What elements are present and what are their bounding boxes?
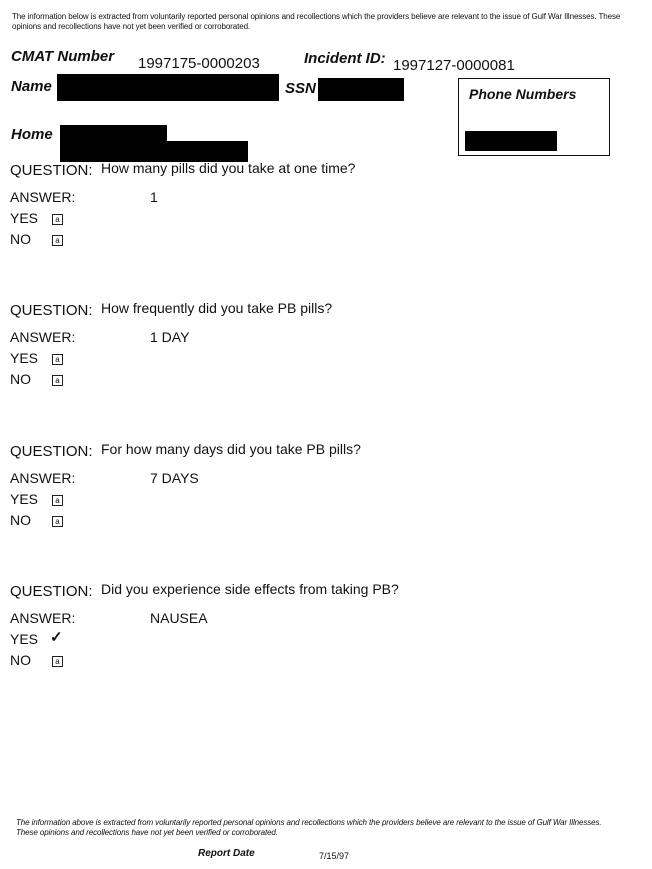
yes-label: YES (10, 350, 39, 366)
incident-id-label: Incident ID: (304, 50, 386, 67)
top-disclaimer: The information below is extracted from voluntarily reported personal opinions and recollections which the providers believe are relevant to the issue of Gulf War Illnesses. These opinions and recollections have not yet been verified or corroborated. (12, 12, 621, 31)
no-label: NO (10, 512, 31, 528)
question-text: How many pills did you take at one time? (101, 160, 356, 176)
name-redaction (57, 74, 279, 101)
name-label: Name (11, 78, 52, 95)
report-date-label: Report Date (198, 848, 255, 859)
answer-label: ANSWER: (10, 189, 76, 205)
ssn-label: SSN (285, 80, 316, 97)
cmat-number-label: CMAT Number (11, 48, 115, 65)
answer-value: 7 DAYS (150, 470, 199, 486)
phone-numbers-label: Phone Numbers (469, 86, 577, 102)
incident-id-value: 1997127-0000081 (393, 57, 515, 74)
no-checkbox[interactable]: a (52, 656, 63, 667)
answer-value: NAUSEA (150, 610, 208, 626)
yes-label: YES (10, 210, 39, 226)
yes-checkbox[interactable]: a (52, 354, 63, 365)
answer-label: ANSWER: (10, 610, 76, 626)
bottom-disclaimer: The information above is extracted from voluntarily reported personal opinions and recollections which the providers believe are relevant to the issue of Gulf War Illnesses. These opinions and recollections have not yet been verified or corroborated. (16, 818, 602, 837)
question-text: For how many days did you take PB pills? (101, 441, 361, 457)
home-label: Home (11, 126, 53, 143)
no-label: NO (10, 231, 31, 247)
yes-checkbox[interactable]: a (52, 495, 63, 506)
question-text: Did you experience side effects from taking PB? (101, 581, 399, 597)
yes-label: YES (10, 491, 39, 507)
no-label: NO (10, 652, 31, 668)
no-label: NO (10, 371, 31, 387)
question-label: QUESTION: (10, 162, 93, 179)
answer-value: 1 DAY (150, 329, 190, 345)
question-text: How frequently did you take PB pills? (101, 300, 333, 316)
no-checkbox[interactable]: a (52, 516, 63, 527)
no-checkbox[interactable]: a (52, 375, 63, 386)
answer-label: ANSWER: (10, 470, 76, 486)
question-label: QUESTION: (10, 302, 93, 319)
no-checkbox[interactable]: a (52, 235, 63, 246)
question-label: QUESTION: (10, 583, 93, 600)
phone-redaction (465, 131, 557, 151)
yes-label: YES (10, 631, 39, 647)
cmat-number-value: 1997175-0000203 (138, 55, 260, 72)
phone-numbers-box (458, 78, 610, 156)
ssn-redaction (318, 78, 404, 101)
answer-value: 1 (150, 189, 158, 205)
yes-checkmark-icon[interactable]: ✓ (50, 629, 63, 646)
yes-checkbox[interactable]: a (52, 214, 63, 225)
question-label: QUESTION: (10, 443, 93, 460)
report-date-value: 7/15/97 (319, 851, 350, 861)
home-redaction-2 (60, 141, 248, 162)
answer-label: ANSWER: (10, 329, 76, 345)
